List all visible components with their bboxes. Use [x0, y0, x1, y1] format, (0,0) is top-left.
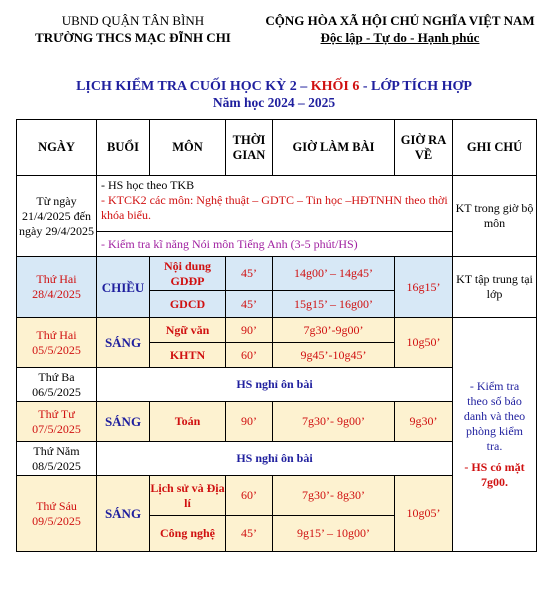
col-leave-time: GIỜ RA VỀ: [395, 120, 453, 176]
mon2-leave: 10g50’: [395, 318, 453, 368]
wed-time: 7g30’- 9g00’: [273, 402, 395, 442]
mon-time1: 14g00’ – 14g45’: [273, 257, 395, 291]
wed-duration: 90’: [226, 402, 273, 442]
col-subject: MÔN: [150, 120, 226, 176]
district-name: UBND QUẬN TÂN BÌNH: [61, 13, 205, 28]
exam-notes: [453, 318, 537, 552]
intro-english-test: - Kiểm tra kĩ năng Nói môn Tiếng Anh (3-5 phút/HS): [97, 232, 453, 257]
mon-duration1: 45’: [226, 257, 273, 291]
mon-leave: 16g15’: [395, 257, 453, 318]
mon-note: KT tập trung tại lớp: [453, 257, 537, 318]
mon2-date: Thứ Hai 05/5/2025: [17, 318, 97, 368]
country-name: CỘNG HÒA XÃ HỘI CHỦ NGHĨA VIỆT NAM: [265, 13, 535, 28]
fri-duration1: 60’: [226, 476, 273, 516]
fri-time2: 9g15’ – 10g00’: [273, 516, 395, 552]
col-note: GHI CHÚ: [453, 120, 537, 176]
fri-date: Thứ Sáu 09/5/2025: [17, 476, 97, 552]
wed-session: SÁNG: [97, 402, 150, 442]
fri-duration2: 45’: [226, 516, 273, 552]
note-line1: - Kiểm tra theo số báo danh và theo phòng kiểm tra.: [463, 379, 526, 453]
mon2-session: SÁNG: [97, 318, 150, 368]
fri-subject1: Lịch sử và Địa lí: [150, 476, 226, 516]
tue-rest: HS nghỉ ôn bài: [97, 368, 453, 402]
wed-date: Thứ Tư 07/5/2025: [17, 402, 97, 442]
document-title: [0, 78, 548, 95]
motto: Độc lập - Tự do - Hạnh phúc: [320, 30, 480, 45]
thu-rest: HS nghỉ ôn bài: [97, 442, 453, 476]
mon-time2: 15g15’ – 16g00’: [273, 291, 395, 318]
mon-session: CHIỀU: [97, 257, 150, 318]
intro-line2: - KTCK2 các môn: Nghệ thuật – GDTC – Tin học –HĐTNHN theo thời khóa biểu.: [101, 193, 448, 222]
intro-date: Từ ngày 21/4/2025 đến ngày 29/4/2025: [17, 176, 97, 257]
table-row: [17, 257, 537, 291]
wed-subject: Toán: [150, 402, 226, 442]
fri-time1: 7g30’- 8g30’: [273, 476, 395, 516]
intro-line1: - HS học theo TKB: [101, 178, 195, 192]
col-exam-time: GIỜ LÀM BÀI: [273, 120, 395, 176]
col-date: NGÀY: [17, 120, 97, 176]
mon2-time2: 9g45’-10g45’: [273, 343, 395, 368]
mon-subject2: GDCD: [150, 291, 226, 318]
mon2-duration2: 60’: [226, 343, 273, 368]
title-part3: - LỚP TÍCH HỢP: [359, 79, 472, 94]
wed-leave: 9g30’: [395, 402, 453, 442]
tue-date: Thứ Ba 06/5/2025: [17, 368, 97, 402]
header-left: [14, 12, 252, 46]
intro-schedule: [97, 176, 453, 232]
mon2-subject2: KHTN: [150, 343, 226, 368]
school-name: TRƯỜNG THCS MẠC ĐĨNH CHI: [35, 30, 231, 45]
table-row: [17, 176, 537, 232]
fri-subject2: Công nghệ: [150, 516, 226, 552]
intro-note: KT trong giờ bộ môn: [453, 176, 537, 257]
thu-date: Thứ Năm 08/5/2025: [17, 442, 97, 476]
col-duration: THỜI GIAN: [226, 120, 273, 176]
title-part1: LỊCH KIỂM TRA CUỐI HỌC KỲ 2 –: [76, 79, 311, 94]
title-grade: KHỐI 6: [310, 79, 360, 94]
col-session: BUỔI: [97, 120, 150, 176]
note-line2: - HS có mặt 7g00.: [464, 460, 525, 489]
mon-duration2: 45’: [226, 291, 273, 318]
mon2-subject1: Ngữ văn: [150, 318, 226, 343]
mon2-duration1: 90’: [226, 318, 273, 343]
table-row: [17, 318, 537, 343]
exam-schedule-table: [16, 119, 537, 552]
fri-leave: 10g05’: [395, 476, 453, 552]
mon-date: Thứ Hai 28/4/2025: [17, 257, 97, 318]
mon-subject1: Nội dung GDĐP: [150, 257, 226, 291]
fri-session: SÁNG: [97, 476, 150, 552]
mon2-time1: 7g30’-9g00’: [273, 318, 395, 343]
school-year: Năm học 2024 – 2025: [212, 95, 336, 110]
header-right: [252, 12, 548, 46]
